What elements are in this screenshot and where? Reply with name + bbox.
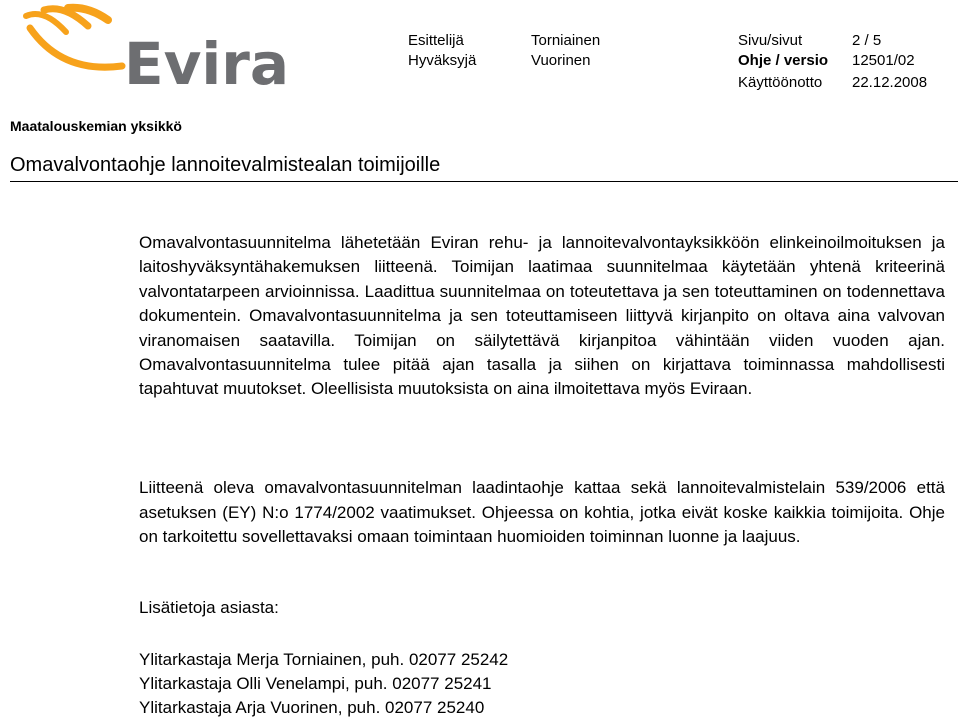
- logo-wordmark: Evira: [124, 30, 290, 98]
- contact-line: Ylitarkastaja Arja Vuorinen, puh. 02077 25240: [139, 698, 485, 717]
- page-label: Sivu/sivut: [738, 32, 803, 49]
- deploy-value: 22.12.2008: [852, 74, 928, 91]
- unit-name: Maatalouskemian yksikkö: [10, 118, 182, 134]
- document-title: Omavalvontaohje lannoitevalmistealan toimijoille: [10, 154, 441, 176]
- guide-label: Ohje / versio: [738, 52, 829, 69]
- evira-logo: [22, 6, 290, 98]
- presenter-label: Esittelijä: [408, 32, 464, 49]
- approver-label: Hyväksyjä: [408, 52, 477, 69]
- more-info-label: Lisätietoja asiasta:: [139, 598, 279, 617]
- contact-list: [139, 648, 508, 720]
- contact-line: Ylitarkastaja Olli Venelampi, puh. 02077 25241: [139, 674, 492, 693]
- title-divider: [10, 181, 958, 182]
- body-paragraph-2: Liitteenä oleva omavalvontasuunnitelman laadintaohje kattaa sekä lannoitevalmistelain 539/2006 että asetuksen (EY) N:o 1774/2002 vaatimukset. Ohjeessa on kohtia, jotka eivät koske kaikkia toimijoita. Ohje on tarkoitettu sovellettavaksi omaan toimintaan huomioiden toiminnan luonne ja laajuus.: [139, 478, 945, 547]
- guide-value: 12501/02: [852, 52, 915, 69]
- presenter-name: Torniainen: [531, 32, 601, 49]
- body-paragraph-1: Omavalvontasuunnitelma lähetetään Eviran rehu- ja lannoitevalvontayksikköön elinkeinoilmoituksen ja laitoshyväksyntähakemuksen liitteenä. Toimijan laatimaa suunnitelmaa käytetään yhtenä kriteerinä valvontatarpeen arvioinnissa. Laadittua suunnitelmaa on toteutettava ja sen toteuttaminen on todennettava dokumentein. Omavalvontasuunnitelma ja sen toteuttamiseen liittyvä kirjanpito on oltava aina valvovan viranomaisen saatavilla. Toimijan on säilytettävä kirjanpitoa vähintään viiden vuoden ajan. Omavalvontasuunnitelma tulee pitää ajan tasalla ja siihen on kirjattava toiminnassa mahdollisesti tapahtuvat muutokset. Oleellisista muutoksista on aina ilmoitettava myös Eviraan.: [139, 233, 945, 399]
- deploy-label: Käyttöönotto: [738, 74, 823, 91]
- contact-line: Ylitarkastaja Merja Torniainen, puh. 02077 25242: [139, 650, 509, 669]
- approver-name: Vuorinen: [531, 52, 591, 69]
- page-value: 2 / 5: [852, 32, 882, 49]
